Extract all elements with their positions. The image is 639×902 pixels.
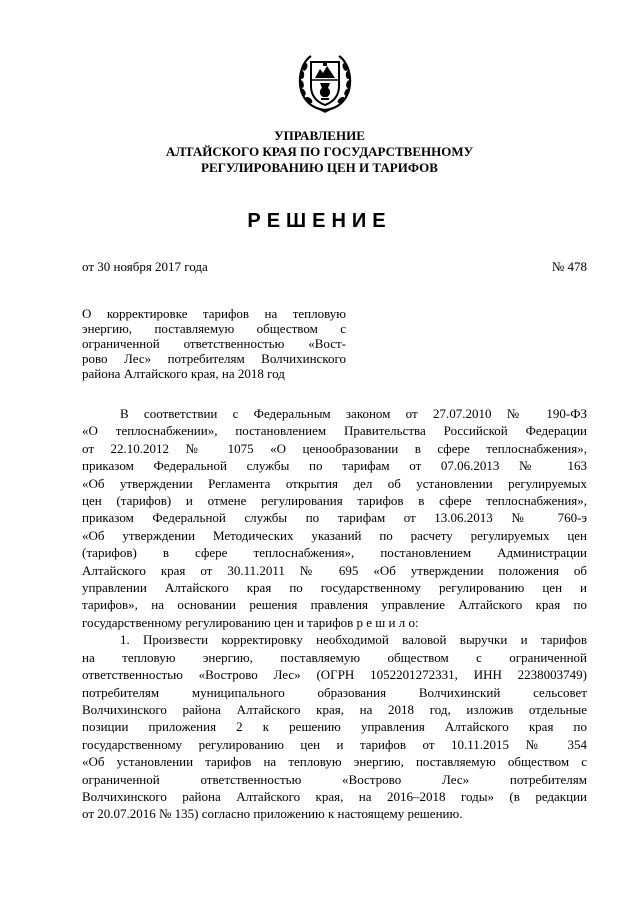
body-line: ограниченной ответственностью «Вострово Лес» потребителям xyxy=(82,771,587,787)
subject-line: ограниченной ответственностью «Вост- xyxy=(82,336,346,351)
body-line: на тепловую энергию, поставляемую обществом с ограниченной xyxy=(82,649,587,665)
body-line: ответственностью «Вострово Лес» (ОГРН 1052201272331, ИНН 2238003749) xyxy=(82,667,587,683)
body-line: Волчихинского района Алтайского края, на 2016–2018 годы» (в редакции xyxy=(82,788,587,804)
agency-line-2: АЛТАЙСКОГО КРАЯ ПО ГОСУДАРСТВЕННОМУ xyxy=(165,144,474,159)
decision-body xyxy=(82,405,587,823)
agency-line-3: РЕГУЛИРОВАНИЮ ЦЕН И ТАРИФОВ xyxy=(201,160,438,175)
body-line: «О теплоснабжении», постановлением Правительства Российской Федерации xyxy=(82,423,587,439)
body-line: «Об утверждении Методических указаний по расчету регулируемых цен xyxy=(82,527,587,543)
body-line: В соответствии с Федеральным законом от 27.07.2010 № 190-ФЗ xyxy=(120,406,587,421)
body-line: тарифов», на основании решения правления управление Алтайского края по xyxy=(82,597,587,613)
decision-date: от 30 ноября 2017 года xyxy=(82,259,208,274)
decision-subject xyxy=(82,306,346,381)
body-line: от 20.07.2016 № 135) согласно приложению к настоящему решению. xyxy=(82,806,463,822)
body-line: потребителям муниципального образования Волчихинский сельсовет xyxy=(82,684,587,700)
document-type-heading: РЕШЕНИЕ xyxy=(247,210,392,232)
decision-number: № 478 xyxy=(551,259,587,274)
body-line: государственному регулированию цен и тарифов р е ш и л о: xyxy=(82,614,419,630)
body-line: 1. Произвести корректировку необходимой валовой выручки и тарифов xyxy=(120,632,587,648)
subject-line: района Алтайского края, на 2018 год xyxy=(82,366,285,381)
body-line: государственному регулированию цен и тарифов от 10.11.2015 № 354 xyxy=(82,736,587,752)
body-line: цен (тарифов) и отмене регулирования тарифов в сфере теплоснабжения», xyxy=(82,493,587,509)
subject-line: рово Лес» потребителям Волчихинского xyxy=(82,351,346,366)
body-line: «Об утверждении Регламента открытия дел об установлении регулируемых xyxy=(82,475,587,491)
subject-line: энергию, поставляемую обществом с xyxy=(82,321,346,336)
coat-of-arms-icon xyxy=(297,52,353,114)
body-line: Волчихинского района Алтайского края, на 2018 год, изложив отдельные xyxy=(82,701,587,717)
body-line: приказом Федеральной службы по тарифам от 07.06.2013 № 163 xyxy=(82,458,587,474)
body-line: управлении Алтайского края по государственному регулированию цен и xyxy=(82,580,587,596)
body-line: Алтайского края от 30.11.2011 № 695 «Об утверждении положения об xyxy=(82,562,587,578)
body-line: (тарифов) в сфере теплоснабжения», постановлением Администрации xyxy=(82,545,587,561)
body-line: «Об установлении тарифов на тепловую энергию, поставляемую обществом с xyxy=(82,754,587,770)
agency-line-1: УПРАВЛЕНИЕ xyxy=(274,128,365,143)
subject-line: О корректировке тарифов на тепловую xyxy=(82,306,346,321)
body-line: от 22.10.2012 № 1075 «О ценообразовании в сфере теплоснабжения», xyxy=(82,440,587,456)
body-line: приказом Федеральной службы по тарифам от 13.06.2013 № 760-э xyxy=(82,510,587,526)
body-line: позиции приложения 2 к решению управления Алтайского края по xyxy=(82,719,587,735)
agency-title xyxy=(0,128,639,176)
